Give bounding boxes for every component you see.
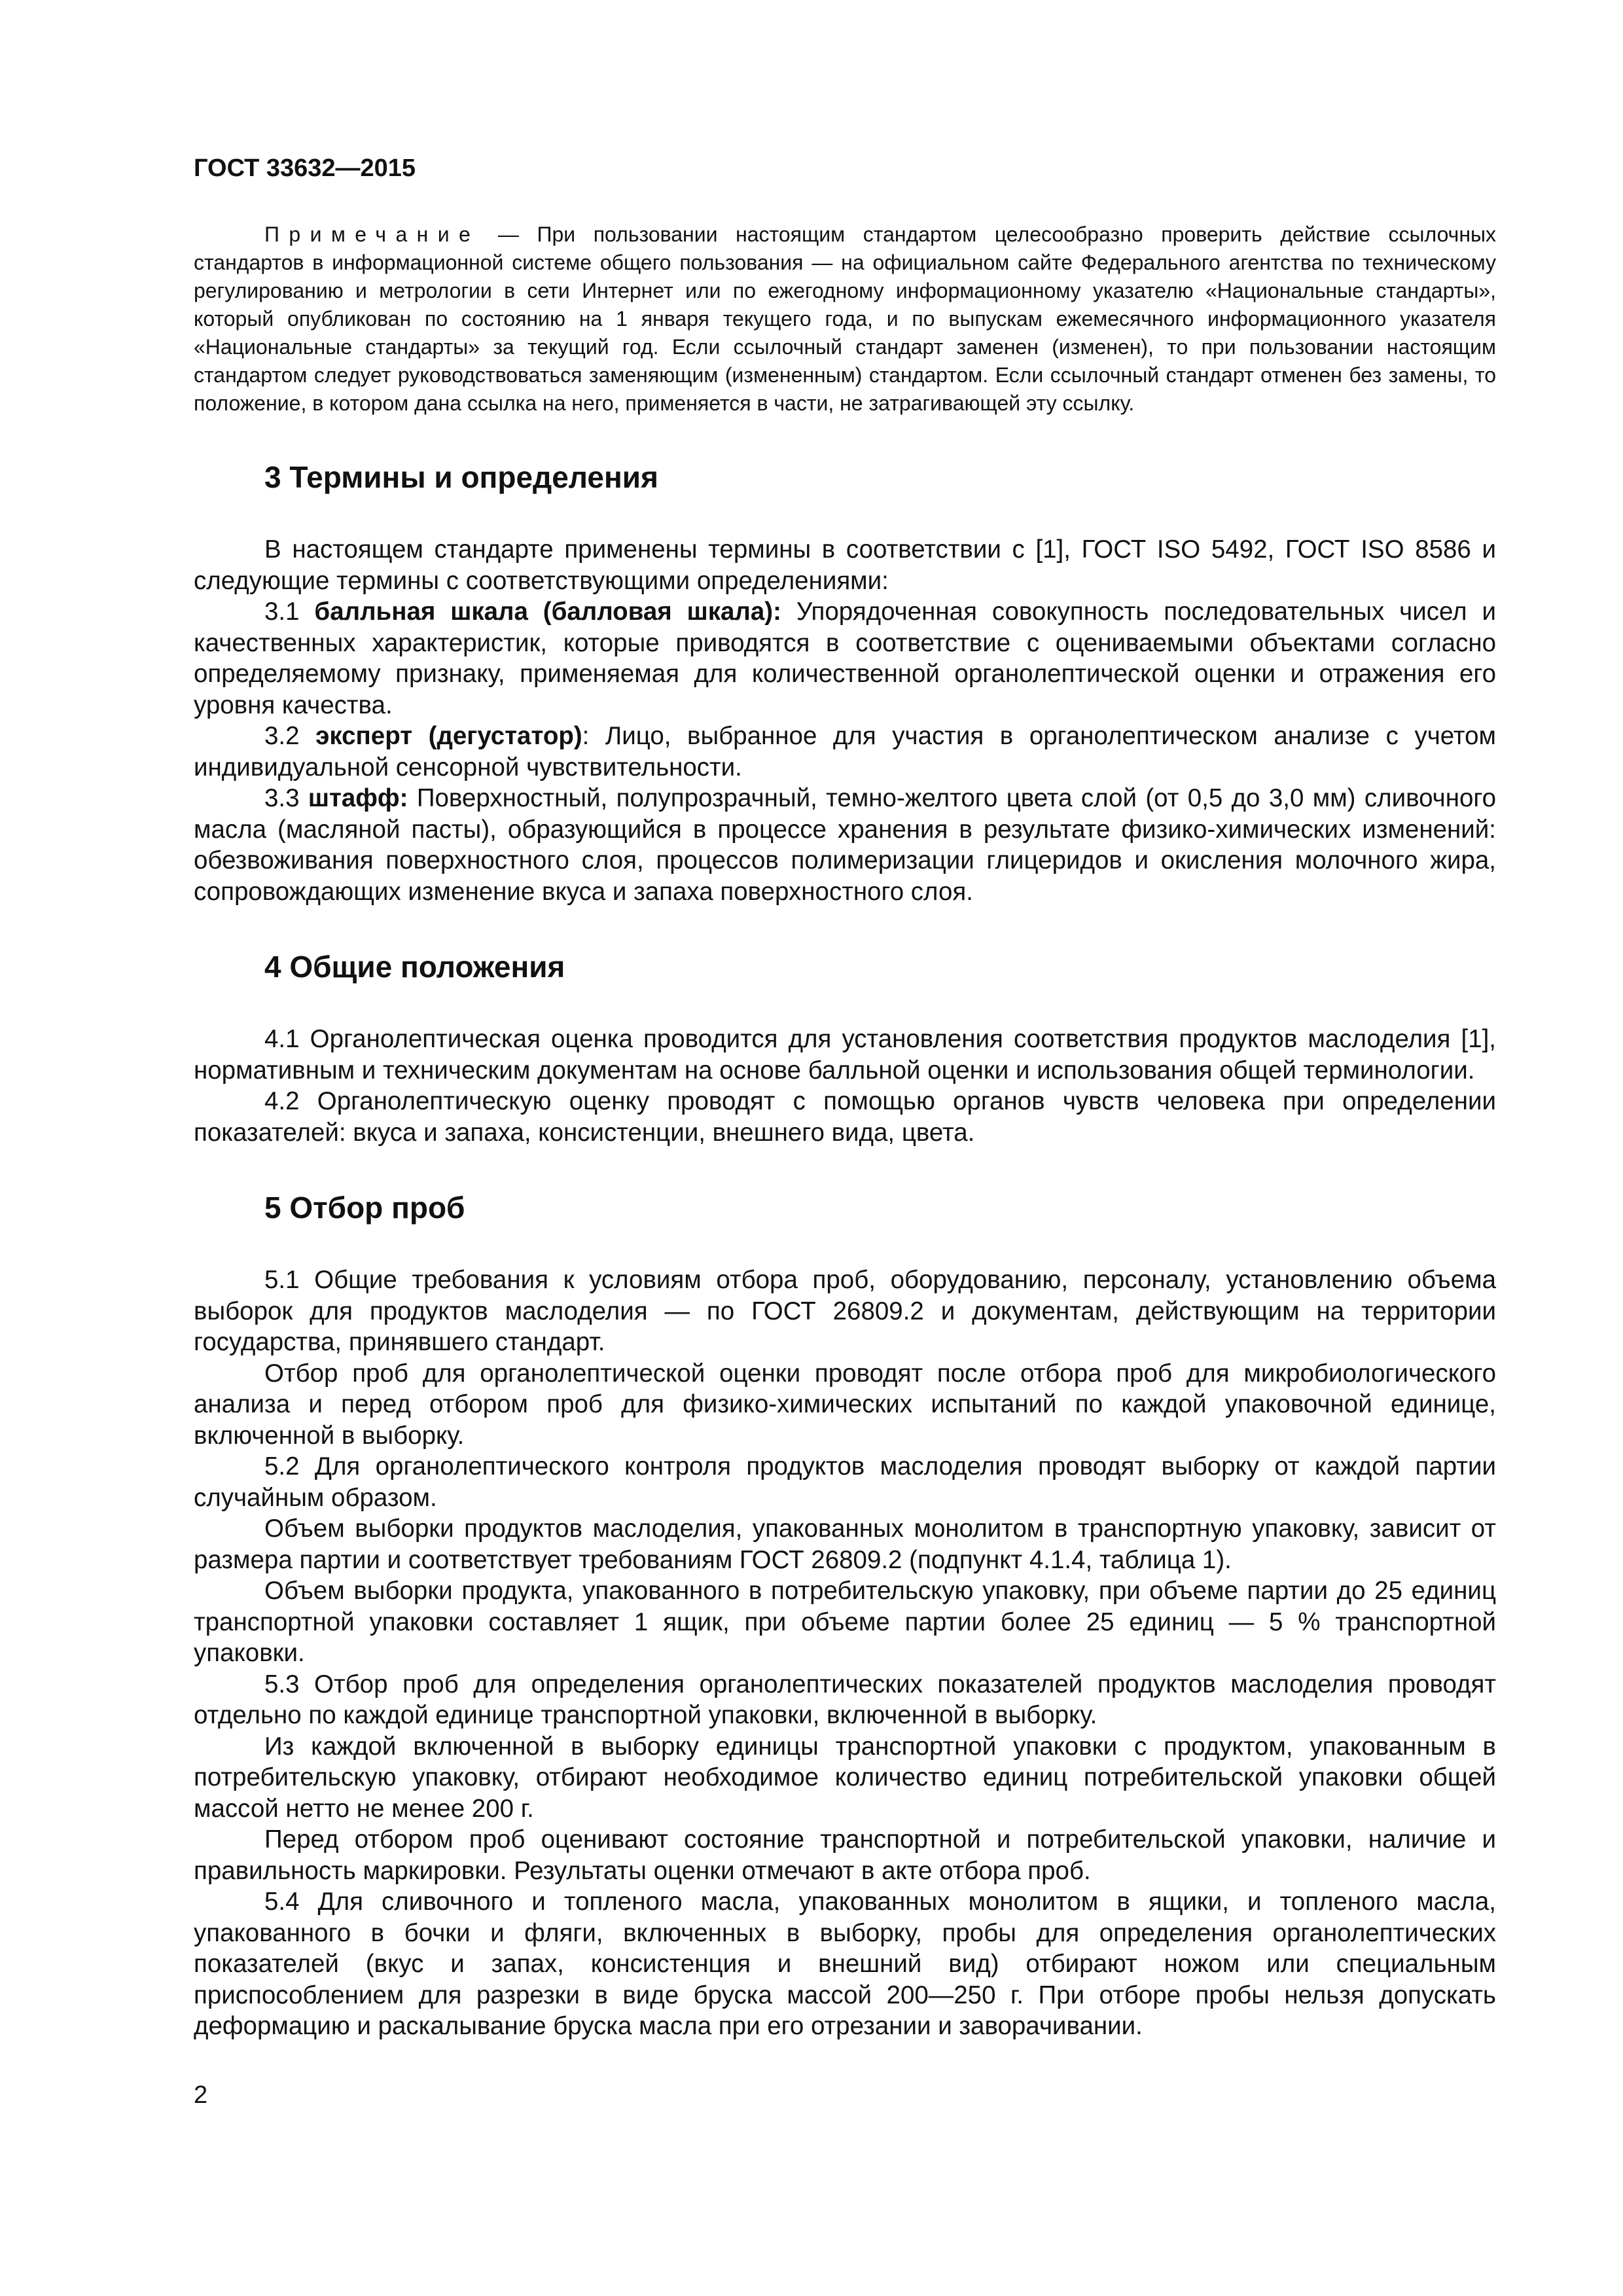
note-paragraph bbox=[194, 221, 1496, 418]
term-name: балльная шкала (балловая шкала): bbox=[314, 598, 781, 626]
clause-5-3-cont-1: Из каждой включенной в выборку единицы транспортной упаковки с продуктом, упакованным в потребительскую упаковку, отбирают необходимое количество единиц потребительской упаковки общей массой нетто не менее 200 г. bbox=[194, 1732, 1496, 1823]
document-page bbox=[194, 154, 1496, 2042]
term-number: 3.2 bbox=[264, 722, 316, 750]
term-definition: : Лицо, выбранное для участия в органолептическом анализе с учетом индивидуальной сенсорной чувствительности. bbox=[194, 722, 1496, 781]
section-5-heading: 5 Отбор проб bbox=[264, 1191, 465, 1225]
clause-5-3: 5.3 Отбор проб для определения органолептических показателей продуктов маслоделия проводят отдельно по каждой единице транспортной упаковки, включенной в выборку. bbox=[194, 1670, 1496, 1729]
note-lead: Примечание bbox=[264, 223, 480, 246]
clause-5-1-cont: Отбор проб для органолептической оценки проводят после отбора проб для микробиологического анализа и перед отбором проб для физико-химических испытаний по каждой упаковочной единице, включенной в выборку. bbox=[194, 1359, 1496, 1450]
section-4-heading: 4 Общие положения bbox=[264, 950, 565, 984]
clause-5-2-cont-2: Объем выборки продукта, упакованного в потребительскую упаковку, при объеме партии до 25 единиц транспортной упаковки составляет 1 ящик, при объеме партии более 25 единиц — 5 % транспортной упаковки. bbox=[194, 1577, 1496, 1667]
term-name: эксперт (дегустатор) bbox=[315, 722, 582, 750]
page-number: 2 bbox=[194, 2081, 208, 2109]
clause-5-1: 5.1 Общие требования к условиям отбора проб, оборудованию, персоналу, установлению объема выборок для продуктов маслоделия — по ГОСТ 26809.2 и документам, действующим на территории государства, принявшего стандарт. bbox=[194, 1266, 1496, 1356]
section-3-intro: В настоящем стандарте применены термины в соответствии с [1], ГОСТ ISO 5492, ГОСТ ISO 8586 и следующие термины с соответствующими определениями: bbox=[194, 535, 1496, 595]
term-number: 3.1 bbox=[264, 598, 315, 626]
clause-5-2-cont-1: Объем выборки продуктов маслоделия, упакованных монолитом в транспортную упаковку, зависит от размера партии и соответствует требованиям ГОСТ 26809.2 (подпункт 4.1.4, таблица 1). bbox=[194, 1515, 1496, 1574]
clause-5-4: 5.4 Для сливочного и топленого масла, упакованных монолитом в ящики, и топленого масла, упакованного в бочки и фляги, включенных в выборку, пробы для определения органолептических показателей (вкус и запах, консистенция и внешний вид) отбирают ножом или специальным приспособлением для разрезки в виде бруска массой 200—250 г. При отборе пробы нельзя допускать деформацию и раскалывание бруска масла при его отрезании и заворачивании. bbox=[194, 1888, 1496, 2040]
term-3-2 bbox=[194, 721, 1496, 783]
section-3-heading: 3 Термины и определения bbox=[264, 460, 658, 494]
term-number: 3.3 bbox=[264, 784, 308, 812]
term-definition: Поверхностный, полупрозрачный, темно-желтого цвета слой (от 0,5 до 3,0 мм) сливочного масла (масляной пасты), образующийся в процессе хранения в результате физико-химических изменений: обезвоживания поверхностного слоя, процессов полимеризации глицеридов и окисления молочного жира, сопровождающих изменение вкуса и запаха поверхностного слоя. bbox=[194, 784, 1496, 906]
clause-4-1: 4.1 Органолептическая оценка проводится для установления соответствия продуктов маслоделия [1], нормативным и техническим документам на основе балльной оценки и использования общей терминологии. bbox=[194, 1025, 1496, 1085]
note-text: — При пользовании настоящим стандартом целесообразно проверить действие ссылочных стандартов в информационной системе общего пользования — на официальном сайте Федерального агентства по техническому регулированию и метрологии в сети Интернет или по ежегодному информационному указателю «Национальные стандарты», который опубликован по состоянию на 1 января текущего года, и по выпускам ежемесячного информационного указателя «Национальные стандарты» за текущий год. Если ссылочный стандарт заменен (изменен), то при пользовании настоящим стандартом следует руководствоваться заменяющим (измененным) стандартом. Если ссылочный стандарт отменен без замены, то положение, в котором дана ссылка на него, применяется в части, не затрагивающей эту ссылку. bbox=[194, 223, 1496, 415]
term-name: штафф: bbox=[308, 784, 408, 812]
clause-5-2: 5.2 Для органолептического контроля продуктов маслоделия проводят выборку от каждой партии случайным образом. bbox=[194, 1452, 1496, 1512]
clause-5-3-cont-2: Перед отбором проб оценивают состояние транспортной и потребительской упаковки, наличие и правильность маркировки. Результаты оценки отмечают в акте отбора проб. bbox=[194, 1825, 1496, 1885]
document-code: ГОСТ 33632—2015 bbox=[194, 154, 416, 182]
clause-4-2: 4.2 Органолептическую оценку проводят с помощью органов чувств человека при определении показателей: вкуса и запаха, консистенции, внешнего вида, цвета. bbox=[194, 1087, 1496, 1147]
term-3-3 bbox=[194, 783, 1496, 907]
term-3-1 bbox=[194, 596, 1496, 721]
term-definition: Упорядоченная совокупность последовательных чисел и качественных характеристик, которые приводятся в соответствие с оцениваемыми объектами согласно определяемому признаку, применяемая для количественной органолептической оценки и отражения его уровня качества. bbox=[194, 598, 1496, 719]
